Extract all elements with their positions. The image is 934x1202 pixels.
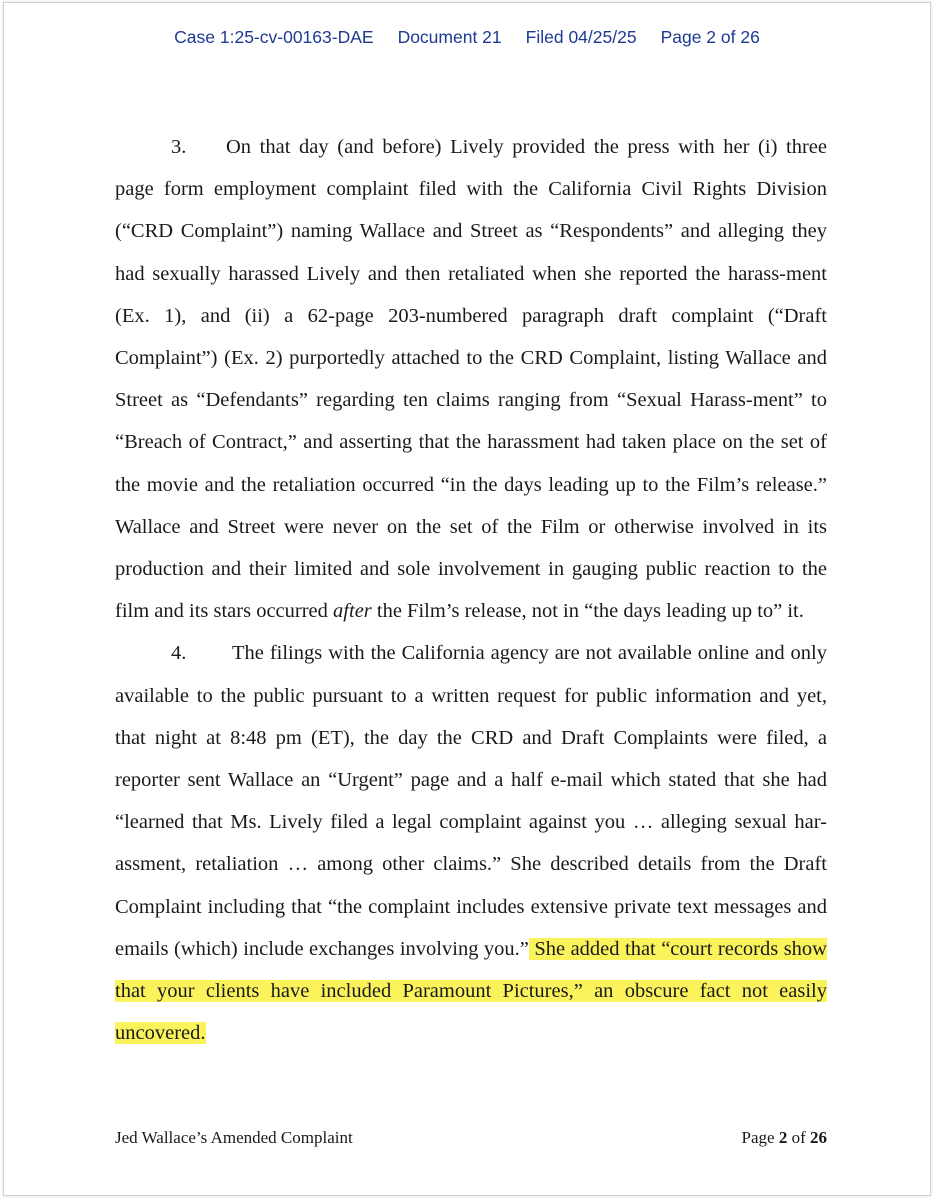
- paragraph-number: 4.: [171, 642, 187, 665]
- ecf-header: [4, 27, 930, 48]
- filed-date: Filed 04/25/25: [525, 27, 637, 47]
- footer-page-current: 2: [778, 1128, 788, 1147]
- footer-page-total: 26: [810, 1128, 827, 1147]
- footer-title: Jed Wallace’s Amended Complaint: [115, 1128, 353, 1147]
- footer-page-mid: of: [787, 1128, 810, 1147]
- highlighted-text: She added that “court records show that your clients have included Paramount Pictures,” an obscure fact not easily uncovered.: [115, 937, 827, 1045]
- paragraph-text: On that day (and before) Lively provided the press with her (i) three page form employment complaint filed with the California Civil Rights Division (“CRD Complaint”) naming Wallace and Street as “Respondents” and alleging they had sexually harassed Lively and then retaliated when she reported the harass-ment (Ex. 1), and (ii) a 62-page 203-numbered paragraph draft complaint (“Draft Complaint”) (Ex. 2) purportedly attached to the CRD Complaint, listing Wallace and Street as “Defendants” regarding ten claims ranging from “Sexual Harass-ment” to “Breach of Contract,” and asserting that the harassment had taken place on the set of the movie and the retaliation occurred “in the days leading up to the Film’s release.” Wallace and Street were never on the set of the Film or otherwise involved in its production and their limited and sole involvement in gauging public reaction to the film and its stars occurred: [115, 136, 827, 623]
- document-page: [3, 2, 931, 1196]
- paragraph-italic-text: after: [333, 600, 372, 623]
- paragraph-text-end: the Film’s release, not in “the days leading up to” it.: [371, 600, 804, 623]
- body-text: [115, 126, 827, 1054]
- footer-page-number: [742, 1128, 827, 1148]
- paragraph-text: The filings with the California agency are not available online and only available to the public pursuant to a written request for public information and yet, that night at 8:48 pm (ET), the day the CRD and Draft Complaints were filed, a reporter sent Wallace an “Urgent” page and a half e-mail which stated that she had “learned that Ms. Lively filed a legal complaint against you … alleging sexual har-assment, retaliation … among other claims.” She described details from the Draft Complaint including that “the complaint includes extensive private text messages and emails (which) include exchanges involving you.”: [115, 642, 827, 960]
- footer-page-prefix: Page: [741, 1128, 779, 1147]
- document-number: Document 21: [397, 27, 502, 47]
- header-page-number: Page 2 of 26: [660, 27, 760, 47]
- paragraph-4: [115, 632, 827, 1054]
- case-number: Case 1:25-cv-00163-DAE: [174, 27, 374, 47]
- paragraph-number: 3.: [171, 136, 187, 158]
- paragraph-3: [115, 126, 827, 632]
